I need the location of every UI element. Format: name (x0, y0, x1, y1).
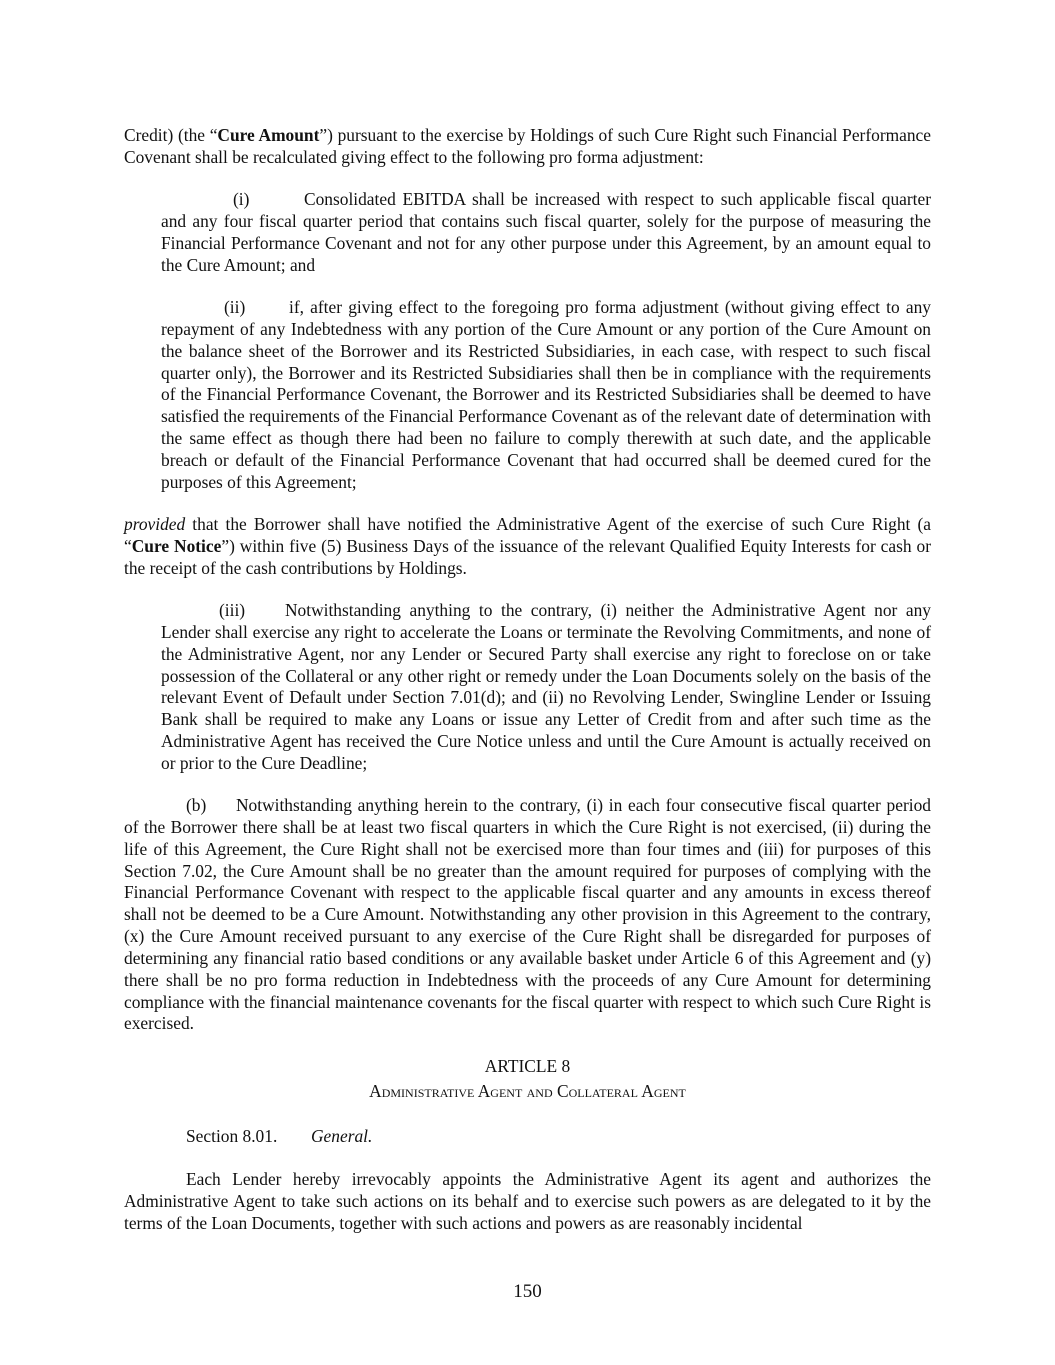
paragraph-text: Notwithstanding anything herein to the contrary, (i) in each four consecutive fiscal quarter period of the Borrower there shall be at least two fiscal quarters in which the Cure Right is not exercised, (ii) during the life of this Agreement, the Cure Right shall not be exercised more than four times and (iii) for purposes of this Section 7.02, the Cure Amount shall be no greater than the amount required for purposes of complying with the Financial Performance Covenant with respect to the applicable fiscal quarter and any amounts in excess thereof shall not be deemed to be a Cure Amount. Notwithstanding any other provision in this Agreement to the contrary, (x) the Cure Amount received pursuant to any exercise of the Cure Right shall be disregarded for purposes of determining any financial ratio based conditions or any available basket under Article 6 of this Agreement and (y) there shall be no pro forma reduction in Indebtedness with the proceeds of any Cure Amount for determining compliance with the financial maintenance covenants for the fiscal quarter with respect to which such Cure Right is exercised. (124, 795, 931, 1034)
article-title: Administrative Agent and Collateral Agent (369, 1081, 686, 1101)
article-number: ARTICLE 8 (484, 1056, 571, 1076)
paragraph-label: (b) (186, 795, 207, 815)
page-number: 150 (513, 1281, 542, 1302)
clause-iii (161, 600, 931, 775)
defined-term-cure-notice: Cure Notice (131, 535, 222, 556)
clause-label: (i) (233, 189, 250, 209)
italic-provided: provided (124, 514, 186, 534)
clause-ii (161, 297, 931, 494)
text: ”) within five (5) Business Days of the issuance of the relevant Qualified Equity Interests for cash or the receipt of the cash contributions by Holdings. (124, 535, 931, 578)
clause-i (161, 189, 931, 276)
text: that the Borrower shall have notified the Administrative Agent of the exercise of such Cure Right (a “ (124, 514, 931, 556)
text: ”) pursuant to the exercise by Holdings of such Cure Right such Financial Performance Covenant shall be recalculated giving effect to the following pro forma adjustment: (124, 125, 931, 167)
text: Credit) (the “ (124, 125, 218, 145)
section-title: General. (311, 1126, 373, 1146)
clause-label: (ii) (224, 297, 246, 317)
clause-text: Notwithstanding anything to the contrary, (i) neither the Administrative Agent nor any Lender shall exercise any right to accelerate the Loans or terminate the Revolving Commitments, and none of the Administrative Agent, nor any Lender or Secured Party shall exercise any right to foreclose on or take possession of the Collateral or any other right or remedy under the Loan Documents solely on the basis of the relevant Event of Default under Section 7.01(d); and (ii) no Revolving Lender, Swingline Lender or Issuing Bank shall be required to make any Loans or issue any Letter of Credit from and after such time as the Administrative Agent has received the Cure Notice unless and until the Cure Amount is actually received on or prior to the Cure Deadline; (161, 600, 931, 773)
paragraph-section-8-01: Each Lender hereby irrevocably appoints the Administrative Agent its agent and authorizes the Administrative Agent to take such actions on its behalf and to exercise such powers as are delegated to it by the terms of the Loan Documents, together with such actions and powers as are reasonably incidental (124, 1169, 931, 1233)
section-heading (124, 1126, 931, 1148)
section-number: Section 8.01. (186, 1126, 278, 1146)
clause-text: if, after giving effect to the foregoing pro forma adjustment (without giving effect to any repayment of any Indebtedness with any portion of the Cure Amount or any portion of the Cure Amount on the balance sheet of the Borrower and its Restricted Subsidiaries, in each case, with respect to such fiscal quarter only), the Borrower and its Restricted Subsidiaries shall then be in compliance with the requirements of the Financial Performance Covenant, the Borrower and its Restricted Subsidiaries shall be deemed to have satisfied the requirements of the Financial Performance Covenant as of the relevant date of determination with the same effect as though there had been no failure to comply therewith at such date, and the applicable breach or default of the Financial Performance Covenant that had occurred shall be deemed cured for the purposes of this Agreement; (161, 297, 931, 492)
clause-label: (iii) (219, 600, 246, 620)
defined-term-cure-amount: Cure Amount (217, 125, 320, 145)
paragraph-provided (124, 514, 931, 580)
paragraph-b (124, 795, 931, 1035)
paragraph-cure-amount (124, 125, 931, 169)
clause-text: Consolidated EBITDA shall be increased with respect to such applicable fiscal quarter and any four fiscal quarter period that contains such fiscal quarter, solely for the purpose of measuring the Financial Performance Covenant and not for any other purpose under this Agreement, by an amount equal to the Cure Amount; and (161, 189, 931, 275)
